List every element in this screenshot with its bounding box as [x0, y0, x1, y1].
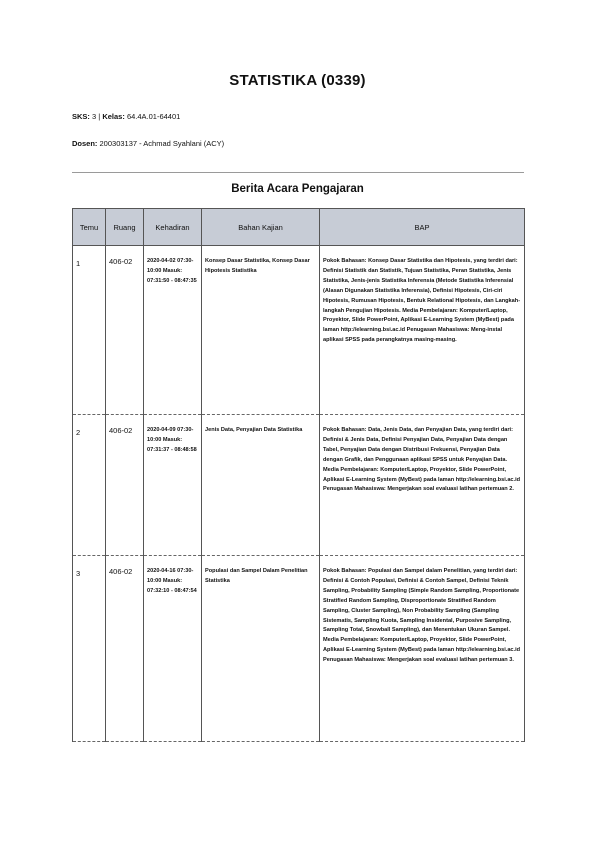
sks-value: 3 [92, 112, 97, 121]
header-ruang: Ruang [106, 209, 144, 246]
header-bap: BAP [320, 209, 525, 246]
dosen-label: Dosen: [72, 139, 98, 148]
cell-bahan-kajian: Konsep Dasar Statistika, Konsep Dasar Hipotesis Statistika [202, 246, 320, 415]
table-row [73, 415, 525, 556]
cell-bahan-kajian: Populasi dan Sampel Dalam Penelitian Statistika [202, 556, 320, 742]
dosen-value: 200303137 - Achmad Syahlani (ACY) [99, 139, 225, 148]
cell-ruang: 406-02 [106, 415, 144, 556]
kelas-value: 64.4A.01-64401 [126, 112, 181, 121]
cell-temu: 2 [73, 415, 106, 556]
header-bahan-kajian: Bahan Kajian [202, 209, 320, 246]
cell-bap: Pokok Bahasan: Data, Jenis Data, dan Penyajian Data, yang terdiri dari: Definisi & Jenis Data, Definisi Penyajian Data, Penyajian Data dengan Tabel, Penyajian Data dengan Distribusi Frekuensi, Penyajian Data dengan Grafik, dan Penggunaan aplikasi SPSS untuk Penyajian Data. Media Pembelajaran: Komputer/Laptop, Proyektor, Slide PowerPoint, Aplikasi E-Learning System (MyBest) pada laman http://elearning.bsi.ac.id Penugasan Mahasiswa: Mengerjakan soal evaluasi latihan pertemuan 2. [320, 415, 525, 556]
header-kehadiran: Kehadiran [144, 209, 202, 246]
bap-table [72, 208, 525, 742]
sks-label: SKS: [72, 112, 90, 121]
cell-bahan-kajian: Jenis Data, Penyajian Data Statistika [202, 415, 320, 556]
cell-bap: Pokok Bahasan: Populasi dan Sampel dalam Penelitian, yang terdiri dari: Definisi & Contoh Populasi, Definisi & Contoh Sampel, Definisi Teknik Sampling, Probability Sampling (Simple Random Sampling, Proportionate Stratified Random Sampling, Disproportionate Stratified Random Sampling, Cluster Sampling), Non Probability Sampling (Sampling Sistematis, Sampling Kuota, Sampling Insidental, Purposive Sampling, Sampling Total, Snowball Sampling), dan Menentukan Ukuran Sampel. Media Pembelajaran: Komputer/Laptop, Proyektor, Slide PowerPoint, Aplikasi E-Learning System (MyBest) pada laman http://elearning.bsi.ac.id Penugasan Mahasiswa: Mengerjakan soal evaluasi latihan pertemuan 3. [320, 556, 525, 742]
header-temu: Temu [73, 209, 106, 246]
cell-ruang: 406-02 [106, 556, 144, 742]
cell-temu: 3 [73, 556, 106, 742]
cell-kehadiran: 2020-04-16 07:30-10:00 Masuk: 07:32:10 - 08:47:54 [144, 556, 202, 742]
course-meta-line [72, 112, 180, 121]
kelas-label: Kelas: [102, 112, 125, 121]
cell-kehadiran: 2020-04-09 07:30-10:00 Masuk: 07:31:37 - 08:48:58 [144, 415, 202, 556]
dosen-line [72, 139, 224, 148]
section-divider [72, 172, 524, 173]
cell-kehadiran: 2020-04-02 07:30-10:00 Masuk: 07:31:50 - 08:47:35 [144, 246, 202, 415]
section-title: Berita Acara Pengajaran [231, 183, 364, 195]
meta-separator: | [98, 112, 101, 121]
table-row [73, 556, 525, 742]
cell-bap: Pokok Bahasan: Konsep Dasar Statistika dan Hipotesis, yang terdiri dari: Definisi Statistik dan Statistik, Tujuan Statistika, Peran Statistika, Jenis Statistika, Jenis-jenis Statistika Inferensia (Metode Statistika Inferensial (Alasan Digunakan Statistika Inferensia), Definisi Hipotesis, Ciri-ciri Hipotesis, Rumusan Hipotesis, Bentuk Relational Hipotesis, dan Langkah-langkah Pengujian Hipotesis. Media Pembelajaran: Komputer/Laptop, Proyektor, Slide PowerPoint, Aplikasi E-Learning System (MyBest) pada laman http://elearning.bsi.ac.id Penugasan Mahasiswa: Meng-instal aplikasi SPSS pada perangkatnya masing-masing. [320, 246, 525, 415]
table-row [73, 246, 525, 415]
table-header-row [73, 209, 525, 246]
page-title: STATISTIKA (0339) [229, 72, 366, 89]
cell-ruang: 406-02 [106, 246, 144, 415]
cell-temu: 1 [73, 246, 106, 415]
